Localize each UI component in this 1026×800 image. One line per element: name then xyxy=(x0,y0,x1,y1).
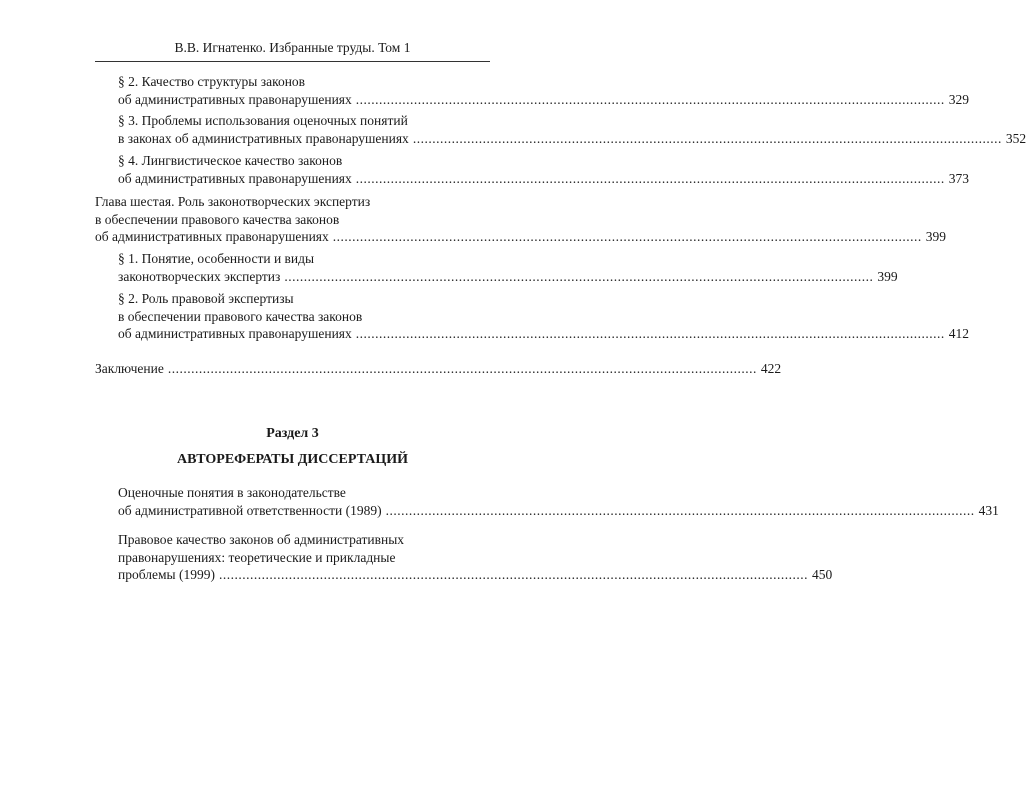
toc-entry-line: § 2. Роль правовой экспертизы xyxy=(118,291,294,306)
toc-leader: ........................................................................................................................................................ xyxy=(355,170,945,186)
toc-leader: ........................................................................................................................................................ xyxy=(355,91,945,107)
toc-entry-text: об административных правонарушениях xyxy=(95,229,329,244)
toc-entry-text: об административных правонарушениях xyxy=(118,326,352,341)
toc-entry-line: Глава шестая. Роль законотворческих экспертиз xyxy=(95,194,371,209)
toc-conclusion-entry[interactable] xyxy=(95,360,782,378)
toc-entry-line: в обеспечении правового качества законов xyxy=(95,211,340,227)
toc-leader: ........................................................................................................................................................ xyxy=(355,326,945,341)
toc-page-number: 373 xyxy=(948,170,970,186)
toc-entry-line: § 3. Проблемы использования оценочных понятий xyxy=(118,113,408,128)
toc-leader: ........................................................................................................................................................ xyxy=(284,268,874,284)
toc-entry-line: в обеспечении правового качества законов xyxy=(118,308,363,324)
toc-entry-line: § 1. Понятие, особенности и виды xyxy=(118,251,315,266)
toc-entry[interactable] xyxy=(118,531,833,584)
toc-page-number: 399 xyxy=(877,268,898,284)
toc-leader: ........................................................................................................................................................ xyxy=(218,567,808,582)
toc-entry[interactable] xyxy=(118,73,970,108)
toc-entry[interactable] xyxy=(118,250,898,285)
toc-entry-text: об административных правонарушениях xyxy=(118,91,352,107)
toc-leader: ........................................................................................................................................................ xyxy=(167,361,757,376)
toc-page-number: 422 xyxy=(760,361,782,376)
toc-entry-text: Заключение xyxy=(95,361,164,376)
running-header: В.В. Игнатенко. Избранные труды. Том 1 xyxy=(174,40,411,55)
toc-entry-line: § 4. Лингвистическое качество законов xyxy=(118,153,343,168)
toc-entry-text: об административных правонарушениях xyxy=(118,170,352,186)
toc-page-number: 399 xyxy=(925,229,947,244)
toc-page-number: 352 xyxy=(1005,130,1026,146)
toc-entry[interactable] xyxy=(118,290,970,343)
toc-page-number: 450 xyxy=(811,567,833,582)
toc-leader: ........................................................................................................................................................ xyxy=(412,130,1002,146)
toc-entry-line: Правовое качество законов об административных xyxy=(118,532,405,547)
toc-chapter-entry[interactable] xyxy=(95,193,947,246)
toc-leader: ........................................................................................................................................................ xyxy=(332,229,922,244)
toc-entry-text: законотворческих экспертиз xyxy=(118,268,281,284)
toc-entry-line: § 2. Качество структуры законов xyxy=(118,74,306,89)
toc-entry[interactable] xyxy=(118,484,999,519)
toc-page-number: 329 xyxy=(948,91,970,107)
toc-entry-line: правонарушениях: теоретические и прикладные xyxy=(118,549,396,565)
section-title: АВТОРЕФЕРАТЫ ДИССЕРТАЦИЙ xyxy=(176,452,408,467)
toc-entry[interactable] xyxy=(118,112,1026,147)
toc-leader: ........................................................................................................................................................ xyxy=(385,502,975,518)
toc-entry[interactable] xyxy=(118,152,970,187)
section-label: Раздел 3 xyxy=(266,426,319,441)
header-rule xyxy=(95,61,490,62)
toc-page-number: 412 xyxy=(948,326,970,341)
toc-entry-text: проблемы (1999) xyxy=(118,567,215,582)
toc-entry-text: об административной ответственности (1989) xyxy=(118,502,382,518)
toc-entry-line: Оценочные понятия в законодательстве xyxy=(118,485,346,500)
toc-page-number: 431 xyxy=(978,502,999,518)
toc-entry-text: в законах об административных правонарушениях xyxy=(118,130,409,146)
